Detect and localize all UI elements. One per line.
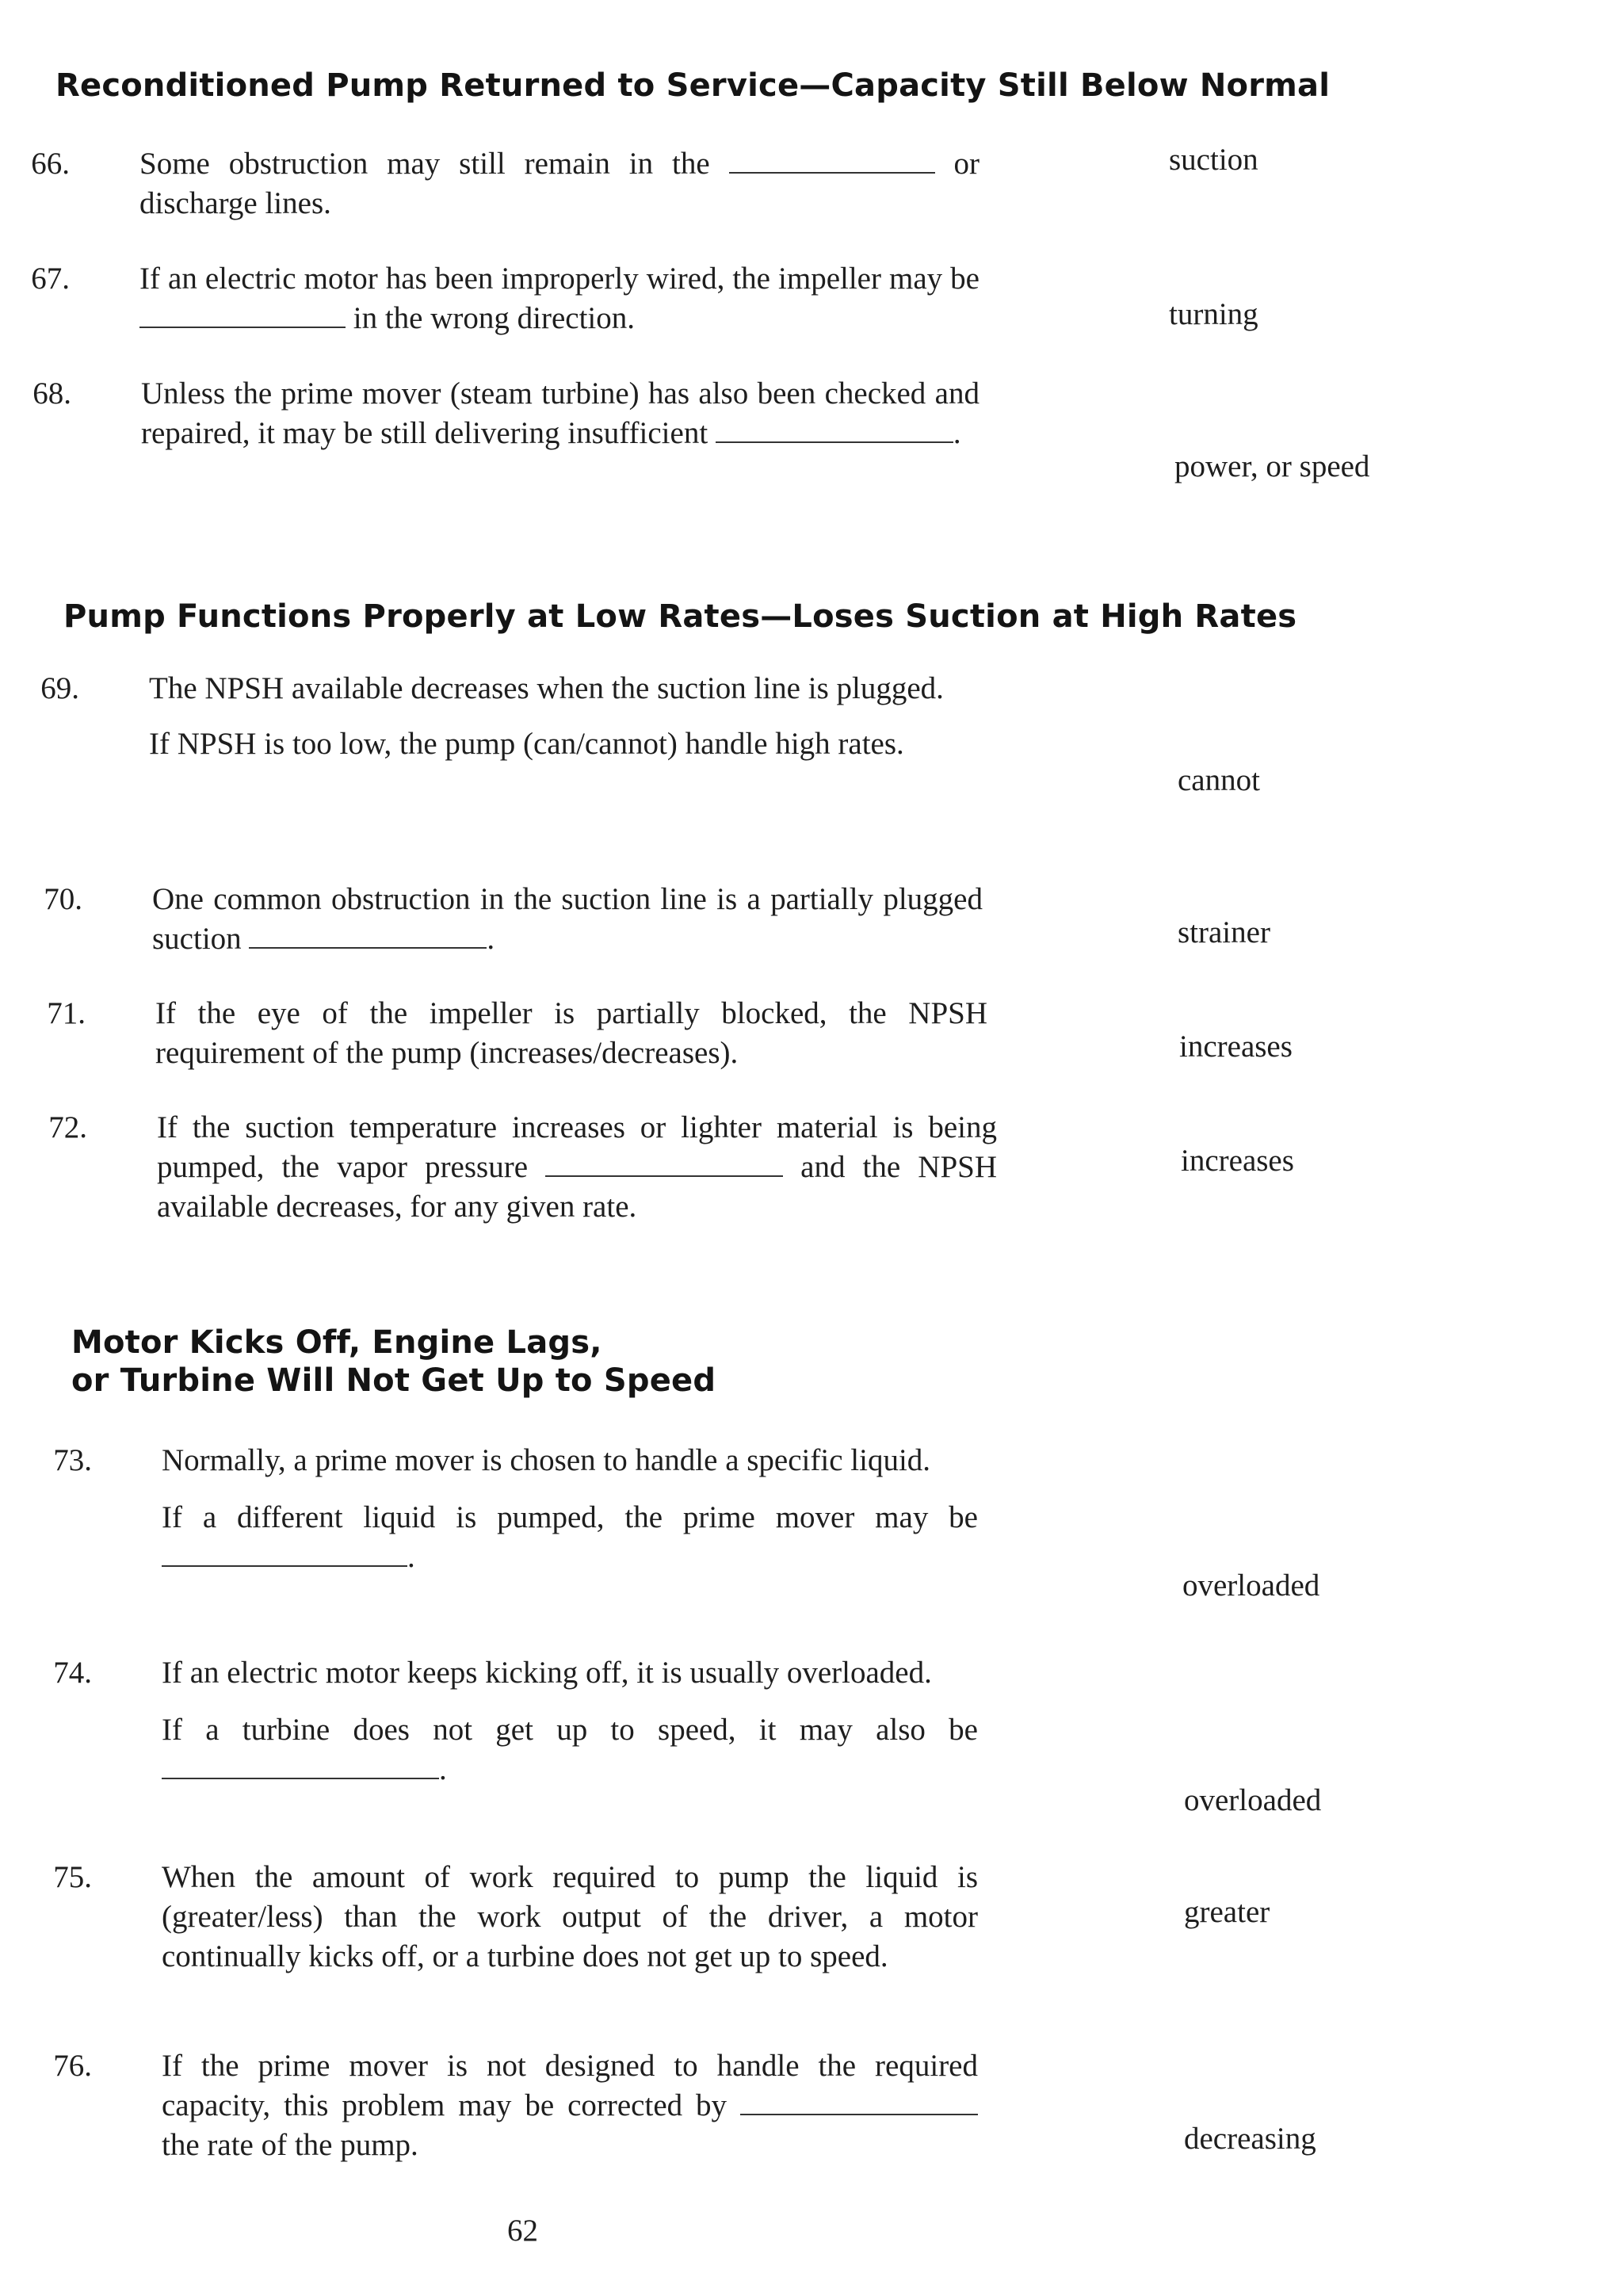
answer-76: decreasing xyxy=(1184,2122,1316,2156)
answer-blank[interactable] xyxy=(162,1754,439,1779)
question-text: One common obstruction in the suction line is a partially plugged suction . xyxy=(152,882,983,956)
answer-blank[interactable] xyxy=(139,303,346,328)
answer-69: cannot xyxy=(1178,763,1260,797)
question-number: 67. xyxy=(31,262,70,296)
question-number: 72. xyxy=(48,1110,87,1144)
question-text: When the amount of work required to pump the liquid is (greater/less) than the work output of the driver, a motor continually kicks off, or a turbine does not get up to speed. xyxy=(162,1860,978,1973)
answer-71: increases xyxy=(1179,1030,1293,1064)
answer-68: power, or speed xyxy=(1174,449,1370,483)
question-text: Unless the prime mover (steam turbine) has also been checked and repaired, it may be still delivering insufficient . xyxy=(141,376,980,450)
question-text: If the prime mover is not designed to handle the required capacity, this problem may be corrected by the rate of the pump. xyxy=(162,2049,978,2162)
question-text: If an electric motor has been improperly wired, the impeller may be in the wrong direction. xyxy=(139,262,980,335)
question-text: If the eye of the impeller is partially blocked, the NPSH requirement of the pump (increases/decreases). xyxy=(155,996,987,1070)
question-text: Some obstruction may still remain in the or discharge lines. xyxy=(139,147,980,220)
question-number: 75. xyxy=(53,1860,92,1894)
question-number: 76. xyxy=(53,2049,92,2083)
answer-67: turning xyxy=(1169,297,1258,331)
answer-74: overloaded xyxy=(1184,1783,1322,1817)
question-text: If the suction temperature increases or lighter material is being pumped, the vapor pressure and the NPSH available decreases, for any given rate. xyxy=(157,1110,997,1224)
answer-blank[interactable] xyxy=(162,1541,407,1567)
question-text: The NPSH available decreases when the suction line is plugged. If NPSH is too low, the pump (can/cannot) handle high rates. xyxy=(149,671,944,761)
answer-72: increases xyxy=(1181,1144,1294,1178)
question-text: If an electric motor keeps kicking off, it is usually overloaded. If a turbine does not get up to speed, it may also be . xyxy=(162,1656,978,1786)
question-number: 66. xyxy=(31,147,70,181)
section-heading: Pump Functions Properly at Low Rates—Loses Suction at High Rates xyxy=(63,598,1297,635)
section-heading: Reconditioned Pump Returned to Service—Capacity Still Below Normal xyxy=(55,67,1331,104)
question-text: Normally, a prime mover is chosen to handle a specific liquid. If a different liquid is pumped, the prime mover may be . xyxy=(162,1443,978,1574)
answer-70: strainer xyxy=(1178,915,1270,949)
answer-73: overloaded xyxy=(1182,1568,1320,1603)
answer-blank[interactable] xyxy=(545,1152,783,1177)
answer-66: suction xyxy=(1169,143,1258,177)
answer-75: greater xyxy=(1184,1895,1270,1929)
answer-blank[interactable] xyxy=(249,923,487,949)
question-number: 73. xyxy=(53,1443,92,1477)
question-number: 69. xyxy=(40,671,79,705)
question-number: 68. xyxy=(32,376,71,411)
question-number: 70. xyxy=(44,882,82,916)
answer-blank[interactable] xyxy=(729,148,935,174)
answer-blank[interactable] xyxy=(716,418,953,443)
page-number: 62 xyxy=(507,2214,538,2248)
question-number: 74. xyxy=(53,1656,92,1690)
answer-blank[interactable] xyxy=(740,2090,978,2115)
question-number: 71. xyxy=(47,996,86,1030)
section-heading-line2: or Turbine Will Not Get Up to Speed xyxy=(71,1362,716,1399)
section-heading-line1: Motor Kicks Off, Engine Lags, xyxy=(71,1324,602,1361)
